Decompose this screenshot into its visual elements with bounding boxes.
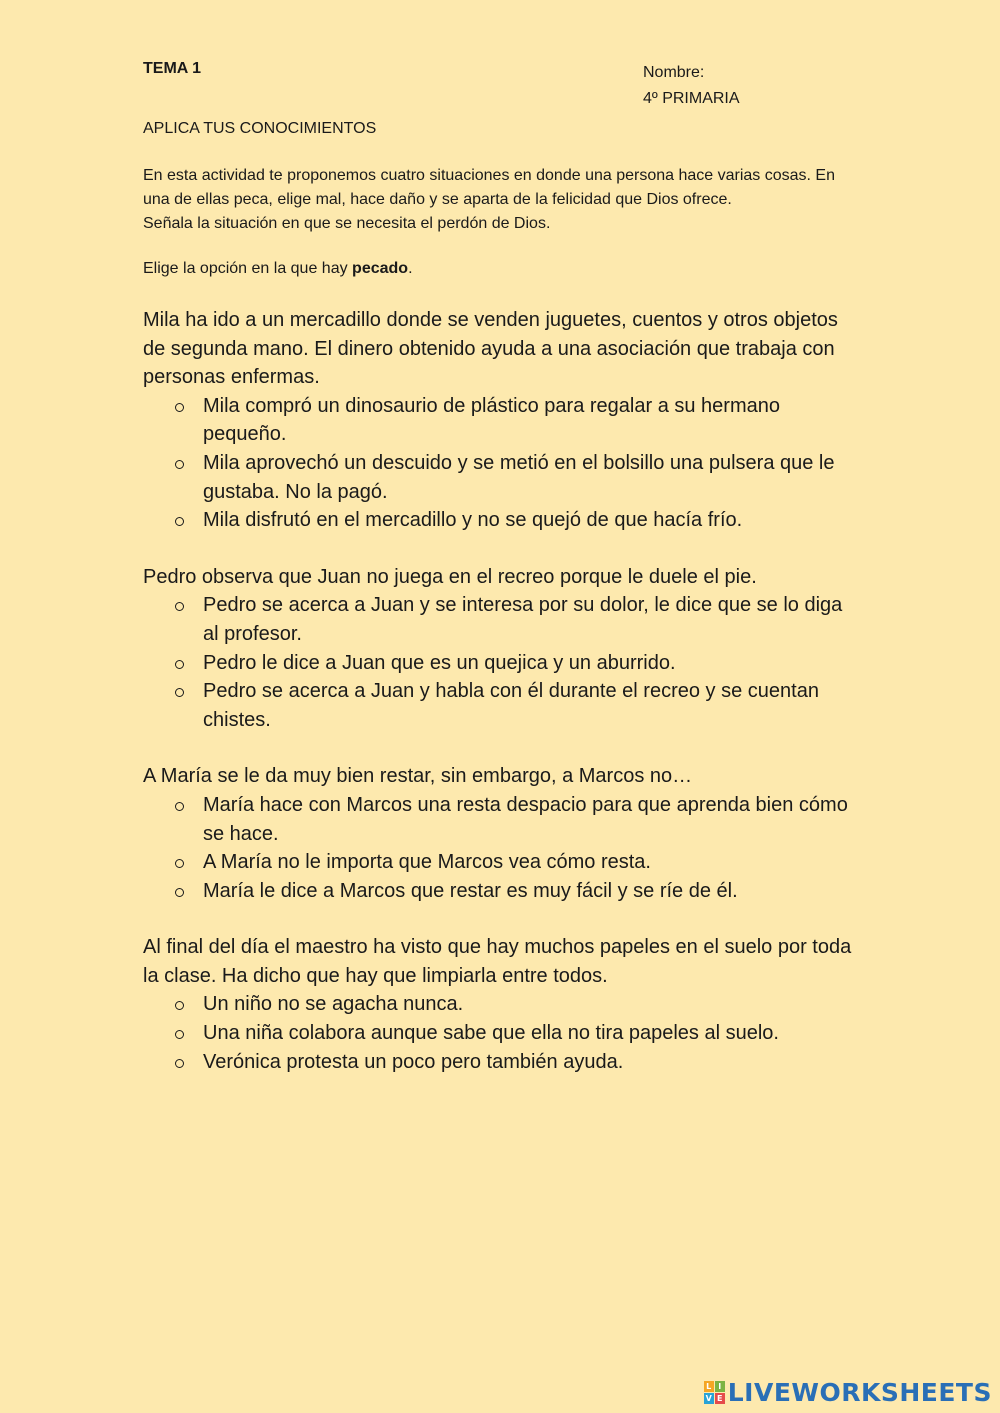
- situation-prompt: Mila ha ido a un mercadillo donde se venden juguetes, cuentos y otros objetos de segunda mano. El dinero obtenido ayuda a una asociación que trabaja con personas enfermas.: [143, 309, 838, 389]
- option-text: Mila disfrutó en el mercadillo y no se quejó de que hacía frío.: [203, 509, 743, 532]
- option-text: María le dice a Marcos que restar es muy fácil y se ríe de él.: [203, 879, 738, 902]
- logo-letter: I: [715, 1381, 725, 1392]
- option-item[interactable]: [143, 392, 858, 449]
- option-text: Una niña colabora aunque sabe que ella no tira papeles al suelo.: [203, 1022, 779, 1045]
- option-text: Mila aprovechó un descuido y se metió en el bolsillo una pulsera que le gustaba. No la pagó.: [203, 451, 835, 503]
- option-item[interactable]: [143, 677, 858, 734]
- instruction-suffix: .: [408, 260, 413, 277]
- radio-circle-icon[interactable]: [175, 888, 184, 897]
- option-item[interactable]: [143, 990, 858, 1019]
- radio-circle-icon[interactable]: [175, 859, 184, 868]
- option-item[interactable]: [143, 1019, 858, 1048]
- worksheet-page: [143, 60, 858, 1076]
- situation-prompt: Pedro observa que Juan no juega en el recreo porque le duele el pie.: [143, 565, 757, 588]
- option-item[interactable]: [143, 1048, 858, 1077]
- topic-title: TEMA 1: [143, 60, 202, 77]
- name-label: Nombre:: [643, 64, 705, 81]
- option-item[interactable]: [143, 506, 858, 535]
- radio-circle-icon[interactable]: [175, 1030, 184, 1039]
- option-text: Verónica protesta un poco pero también ayuda.: [203, 1050, 624, 1073]
- option-text: Pedro se acerca a Juan y habla con él durante el recreo y se cuentan chistes.: [203, 680, 819, 731]
- situation-1: [143, 306, 858, 535]
- student-info: [643, 60, 740, 112]
- section-title: APLICA TUS CONOCIMIENTOS: [143, 120, 377, 137]
- intro-paragraph: En esta actividad te proponemos cuatro situaciones en donde una persona hace varias cosas. En una de ellas peca, elige mal, hace daño y se aparta de la felicidad que Dios ofrece.: [143, 167, 835, 208]
- option-list: [143, 791, 858, 905]
- instruction-keyword: pecado: [352, 260, 409, 277]
- option-item[interactable]: [143, 791, 858, 848]
- choose-instruction: [143, 260, 858, 278]
- instruction-prefix: Elige la opción en la que hay: [143, 260, 353, 277]
- situation-prompt: A María se le da muy bien restar, sin embargo, a Marcos no…: [143, 765, 693, 788]
- radio-circle-icon[interactable]: [175, 517, 184, 526]
- option-list: [143, 591, 858, 734]
- option-list: [143, 990, 858, 1076]
- situation-prompt: Al final del día el maestro ha visto que hay muchos papeles en el suelo por toda la clase. Ha dicho que hay que limpiarla entre todos.: [143, 936, 852, 987]
- option-text: Un niño no se agacha nunca.: [203, 993, 464, 1016]
- option-item[interactable]: [143, 591, 858, 648]
- situation-2: [143, 563, 858, 735]
- logo-letter: V: [705, 1393, 712, 1403]
- radio-circle-icon[interactable]: [175, 802, 184, 811]
- radio-circle-icon[interactable]: [175, 1001, 184, 1010]
- option-item[interactable]: [143, 649, 858, 678]
- logo-text: LIVEWORKSHEETS: [727, 1377, 992, 1407]
- option-text: María hace con Marcos una resta despacio para que aprenda bien cómo se hace.: [203, 793, 848, 845]
- logo-mark-icon: [704, 1381, 725, 1404]
- radio-circle-icon[interactable]: [175, 602, 184, 611]
- option-text: Pedro se acerca a Juan y se interesa por su dolor, le dice que se lo diga al profesor.: [203, 594, 843, 645]
- option-list: [143, 392, 858, 535]
- grade-label: 4º PRIMARIA: [643, 90, 740, 107]
- option-text: Mila compró un dinosaurio de plástico para regalar a su hermano pequeño.: [203, 394, 780, 446]
- option-text: A María no le importa que Marcos vea cómo resta.: [203, 851, 651, 874]
- option-item[interactable]: [143, 877, 858, 906]
- header: [143, 60, 858, 110]
- logo-letter: E: [715, 1393, 725, 1404]
- radio-circle-icon[interactable]: [175, 688, 184, 697]
- option-item[interactable]: [143, 848, 858, 877]
- liveworksheets-logo: [704, 1377, 992, 1407]
- radio-circle-icon[interactable]: [175, 660, 184, 669]
- option-item[interactable]: [143, 449, 858, 506]
- radio-circle-icon[interactable]: [175, 403, 184, 412]
- situation-4: [143, 933, 858, 1076]
- radio-circle-icon[interactable]: [175, 1059, 184, 1068]
- logo-letter: L: [704, 1381, 714, 1392]
- option-text: Pedro le dice a Juan que es un quejica y un aburrido.: [203, 651, 676, 674]
- radio-circle-icon[interactable]: [175, 460, 184, 469]
- intro-instruction: Señala la situación en que se necesita el perdón de Dios.: [143, 215, 551, 232]
- situation-3: [143, 762, 858, 905]
- intro-text: [143, 164, 858, 236]
